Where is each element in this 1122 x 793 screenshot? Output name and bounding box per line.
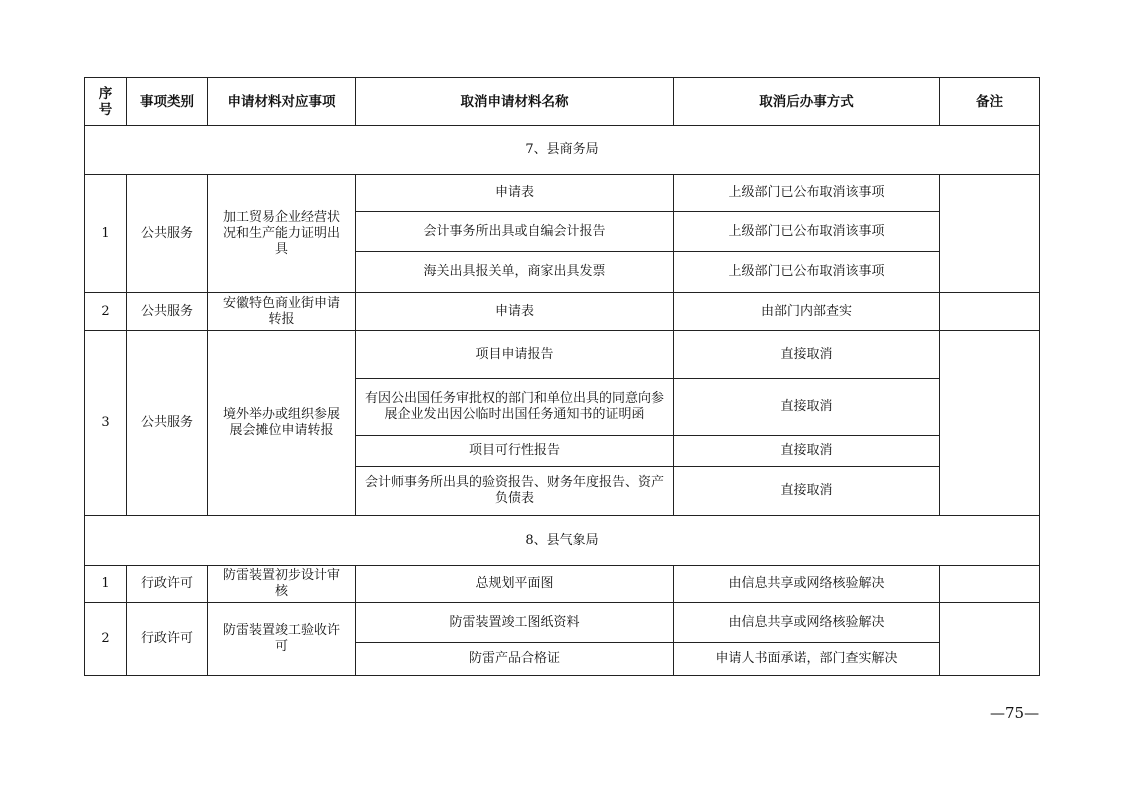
row-method: 直接取消 xyxy=(674,436,940,467)
row-method: 由信息共享或网络核验解决 xyxy=(674,603,940,643)
row-method: 由部门内部查实 xyxy=(674,293,940,331)
row-no: 2 xyxy=(85,293,127,331)
row-material: 有因公出国任务审批权的部门和单位出具的同意向参展企业发出因公临时出国任务通知书的证明函 xyxy=(356,379,674,436)
row-item: 防雷装置竣工验收许可 xyxy=(208,603,356,676)
row-material: 项目可行性报告 xyxy=(356,436,674,467)
row-method: 直接取消 xyxy=(674,379,940,436)
row-method: 由信息共享或网络核验解决 xyxy=(674,566,940,603)
row-remark xyxy=(940,175,1040,293)
section-title: 8、县气象局 xyxy=(85,516,1040,566)
row-category: 行政许可 xyxy=(127,603,208,676)
row-item: 境外举办或组织参展展会摊位申请转报 xyxy=(208,331,356,516)
row-no: 1 xyxy=(85,175,127,293)
row-material: 会计事务所出具或自编会计报告 xyxy=(356,212,674,252)
row-category: 公共服务 xyxy=(127,175,208,293)
row-material: 防雷装置竣工图纸资料 xyxy=(356,603,674,643)
row-material: 项目申请报告 xyxy=(356,331,674,379)
header-item: 申请材料对应事项 xyxy=(208,78,356,126)
row-remark xyxy=(940,566,1040,603)
row-material: 总规划平面图 xyxy=(356,566,674,603)
table-row xyxy=(85,566,1040,603)
header-material: 取消申请材料名称 xyxy=(356,78,674,126)
table-row xyxy=(85,331,1040,379)
row-no: 2 xyxy=(85,603,127,676)
row-remark xyxy=(940,293,1040,331)
section-row xyxy=(85,126,1040,175)
items-table xyxy=(84,77,1040,676)
row-method: 申请人书面承诺，部门查实解决 xyxy=(674,643,940,676)
page-number: —75— xyxy=(990,704,1040,722)
table-row xyxy=(85,293,1040,331)
row-method: 上级部门已公布取消该事项 xyxy=(674,212,940,252)
row-method: 上级部门已公布取消该事项 xyxy=(674,175,940,212)
table-row xyxy=(85,175,1040,212)
row-material: 海关出具报关单，商家出具发票 xyxy=(356,252,674,293)
row-category: 行政许可 xyxy=(127,566,208,603)
table-row xyxy=(85,603,1040,643)
row-material: 申请表 xyxy=(356,293,674,331)
row-item: 加工贸易企业经营状况和生产能力证明出具 xyxy=(208,175,356,293)
section-row xyxy=(85,516,1040,566)
row-remark xyxy=(940,331,1040,516)
header-method: 取消后办事方式 xyxy=(674,78,940,126)
header-remark: 备注 xyxy=(940,78,1040,126)
row-category: 公共服务 xyxy=(127,331,208,516)
row-material: 申请表 xyxy=(356,175,674,212)
row-no: 3 xyxy=(85,331,127,516)
row-material: 防雷产品合格证 xyxy=(356,643,674,676)
row-material: 会计师事务所出具的验资报告、财务年度报告、资产负债表 xyxy=(356,467,674,516)
row-method: 直接取消 xyxy=(674,331,940,379)
table-header-row xyxy=(85,78,1040,126)
row-category: 公共服务 xyxy=(127,293,208,331)
row-item: 防雷装置初步设计审核 xyxy=(208,566,356,603)
row-remark xyxy=(940,603,1040,676)
row-method: 直接取消 xyxy=(674,467,940,516)
row-no: 1 xyxy=(85,566,127,603)
row-item: 安徽特色商业街申请转报 xyxy=(208,293,356,331)
header-category: 事项类别 xyxy=(127,78,208,126)
section-title: 7、县商务局 xyxy=(85,126,1040,175)
row-method: 上级部门已公布取消该事项 xyxy=(674,252,940,293)
header-no: 序号 xyxy=(85,78,127,126)
